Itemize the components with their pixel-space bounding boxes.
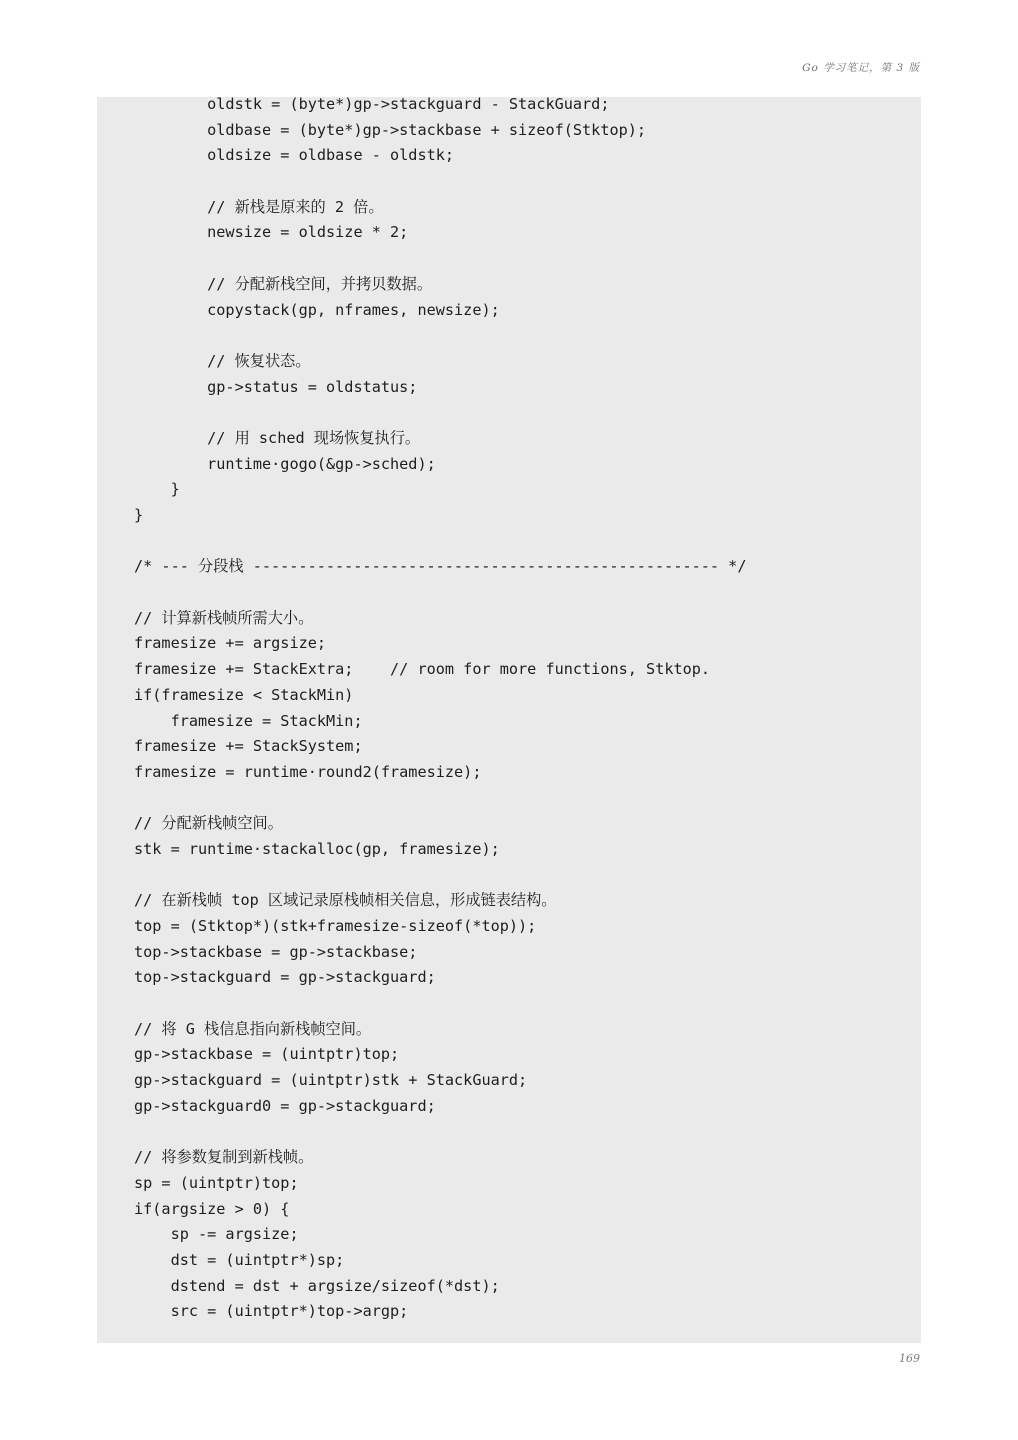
page-number: 169 bbox=[899, 1352, 920, 1365]
code-line: // 计算新栈帧所需大小。 bbox=[134, 608, 314, 627]
code-line: top->stackbase = gp->stackbase; bbox=[134, 942, 418, 961]
code-lines bbox=[134, 97, 746, 1325]
code-line: dstend = dst + argsize/sizeof(*dst); bbox=[134, 1276, 500, 1295]
code-line: framesize += argsize; bbox=[134, 634, 327, 653]
code-line: framesize += StackExtra; // room for more functions, Stktop. bbox=[134, 660, 711, 679]
code-line: sp -= argsize; bbox=[134, 1225, 299, 1244]
code-line: // 用 sched 现场恢复执行。 bbox=[134, 428, 421, 447]
code-line: } bbox=[134, 480, 180, 499]
running-header: Go 学习笔记，第 3 版 bbox=[802, 62, 920, 74]
code-line bbox=[134, 1120, 746, 1146]
code-line: // 新栈是原来的 2 倍。 bbox=[134, 197, 384, 216]
code-line: framesize = runtime·round2(framesize); bbox=[134, 762, 482, 781]
code-line bbox=[134, 246, 746, 272]
code-line: if(framesize < StackMin) bbox=[134, 685, 354, 704]
code-line: gp->stackbase = (uintptr)top; bbox=[134, 1045, 400, 1064]
code-line: } bbox=[134, 506, 144, 524]
code-line: newsize = oldsize * 2; bbox=[134, 223, 409, 242]
code-line: top->stackguard = gp->stackguard; bbox=[134, 968, 436, 987]
code-line: framesize += StackSystem; bbox=[134, 737, 363, 756]
code-line: // 分配新栈空间，并拷贝数据。 bbox=[134, 274, 433, 293]
code-line bbox=[134, 863, 746, 889]
code-line: gp->stackguard = (uintptr)stk + StackGuard; bbox=[134, 1071, 528, 1090]
code-line: dst = (uintptr*)sp; bbox=[134, 1250, 345, 1269]
code-line: // 将参数复制到新栈帧。 bbox=[134, 1148, 314, 1167]
code-line: /* --- 分段栈 --------------------------------------------------- */ bbox=[134, 557, 747, 576]
code-line: gp->stackguard0 = gp->stackguard; bbox=[134, 1096, 436, 1115]
code-line: top = (Stktop*)(stk+framesize-sizeof(*top)); bbox=[134, 917, 537, 935]
code-line: oldsize = oldbase - oldstk; bbox=[134, 146, 455, 165]
code-line bbox=[134, 580, 746, 606]
code-line: // 将 G 栈信息指向新栈帧空间。 bbox=[134, 1019, 372, 1038]
code-line bbox=[134, 323, 746, 349]
code-line: oldstk = (byte*)gp->stackguard - StackGuard; bbox=[134, 95, 610, 113]
code-line bbox=[134, 400, 746, 426]
code-line: src = (uintptr*)top->argp; bbox=[134, 1302, 409, 1321]
code-line: runtime·gogo(&gp->sched); bbox=[134, 454, 436, 473]
code-line bbox=[134, 169, 746, 195]
code-line: stk = runtime·stackalloc(gp, framesize); bbox=[134, 839, 500, 858]
code-line bbox=[134, 529, 746, 555]
code-line: oldbase = (byte*)gp->stackbase + sizeof(Stktop); bbox=[134, 120, 647, 139]
code-line: copystack(gp, nframes, newsize); bbox=[134, 300, 500, 319]
code-line: if(argsize > 0) { bbox=[134, 1199, 290, 1218]
code-line: gp->status = oldstatus; bbox=[134, 377, 418, 396]
code-line: // 在新栈帧 top 区域记录原栈帧相关信息，形成链表结构。 bbox=[134, 891, 557, 910]
code-block bbox=[97, 97, 921, 1343]
code-line: // 恢复状态。 bbox=[134, 351, 311, 370]
code-line: sp = (uintptr)top; bbox=[134, 1173, 299, 1192]
code-line: // 分配新栈帧空间。 bbox=[134, 814, 283, 833]
code-line bbox=[134, 991, 746, 1017]
code-line: framesize = StackMin; bbox=[134, 711, 363, 730]
code-line bbox=[134, 786, 746, 812]
